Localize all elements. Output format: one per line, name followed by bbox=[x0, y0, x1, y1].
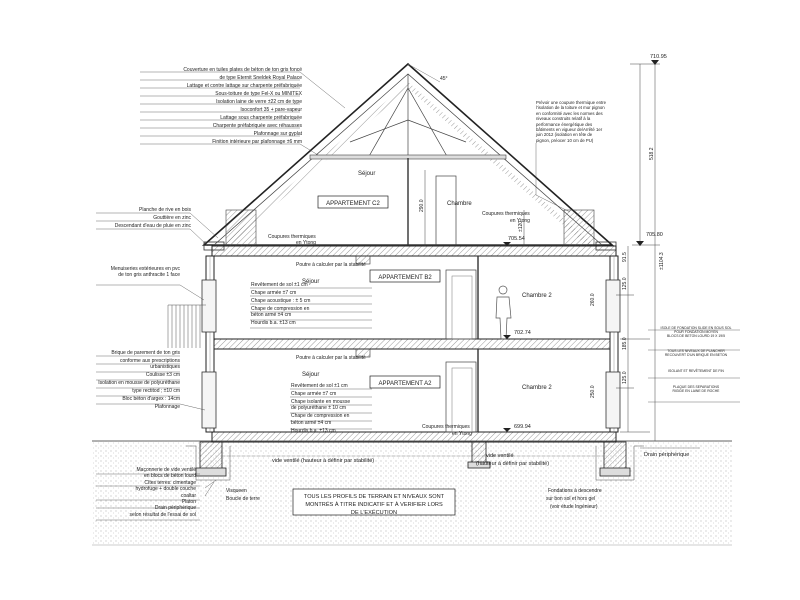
roof-note: Sous-toiture de type Fel-X ou MINITEX bbox=[215, 91, 302, 97]
roof-note: Lattage et contre lattage sur charpente préfabriquée bbox=[186, 83, 302, 89]
right-note: BLOCS DE BETON LOURD 19 X 19/5 bbox=[667, 334, 725, 339]
window-b2-left bbox=[202, 280, 216, 332]
dim-b2-b: 125.0 bbox=[622, 277, 628, 290]
coupures-c2-label: Coupures thermiques bbox=[268, 234, 316, 240]
floor-note: de polyuréthane ± 10 cm bbox=[291, 405, 346, 412]
dim-b2-a: 91.5 bbox=[622, 252, 628, 262]
floor-note: Chape armée ±7 cm bbox=[251, 290, 297, 296]
room-chambre-b2: Chambre 2 bbox=[522, 293, 552, 299]
eaves-note: Gouttière en zinc bbox=[153, 215, 191, 221]
foundation-note: Drain périphérique bbox=[154, 505, 196, 512]
roof-note: Charpente préfabriquée avec réhausses bbox=[212, 123, 302, 129]
thermal-note-line: Prévoir une coupure thermique entre bbox=[536, 100, 606, 105]
apt-a2-label: APPARTEMENT A2 bbox=[378, 381, 432, 387]
roof-angle: 45° bbox=[440, 76, 448, 82]
door-c2 bbox=[436, 176, 456, 246]
right-note: RIGIDE EN LAINE DE ROCHE bbox=[672, 389, 720, 394]
boucle-label: Boucle de terre bbox=[226, 496, 260, 502]
poutre-b2-label: Poutre à calculer par la stabilité bbox=[296, 262, 366, 268]
level-eaves: 705.80 bbox=[646, 232, 663, 238]
drain-label: Drain périphérique bbox=[644, 452, 690, 458]
wall-note: conforme aux prescriptions urbanistiques bbox=[119, 358, 180, 371]
floor-note: Revêtement de sol ±1 cm bbox=[251, 282, 308, 288]
eaves-note: Descendant d'eau de pluie en zinc bbox=[114, 223, 191, 229]
thermal-note-line: pignon, préocer 10 cm de PU) bbox=[536, 137, 594, 143]
roof-note: Couverture en tuiles plates de béton de ton gris foncé bbox=[183, 67, 302, 73]
coupures-c2-label-b: en Ytong bbox=[296, 240, 316, 246]
floor-slab-c2 bbox=[212, 246, 616, 256]
thermal-note-line: performance énergétique des bbox=[536, 121, 593, 127]
floor-note: béton armé ±4 cm bbox=[251, 312, 292, 319]
wall-note: Isolation en mousse de polyuréthane bbox=[98, 380, 180, 387]
room-chambre-c2: Chambre bbox=[447, 201, 472, 207]
coupures-a2-label: Coupures thermiques bbox=[422, 424, 470, 430]
foundation-note: selon résultat de l'essai de sol bbox=[129, 511, 196, 518]
window-a2-left bbox=[202, 372, 216, 428]
dim-c2-a: 290.0 bbox=[419, 199, 425, 212]
disclaimer-line-1: TOUS LES PROFILS DE TERRAIN ET NIVEAUX SONT bbox=[303, 494, 445, 500]
roof-note: Isolation laine de verre ±22 cm de type bbox=[216, 99, 302, 105]
dim-b2-c: 260.0 bbox=[590, 293, 596, 306]
right-note: TOUS LES NIVEAUX DE PLANCHER bbox=[667, 348, 725, 353]
roof-note: Isoconfort 35 + pare-vapeur bbox=[240, 107, 302, 113]
foundation-note: coaltar bbox=[180, 492, 196, 499]
floor-note: Chape de compression en bbox=[251, 306, 310, 312]
door-a2 bbox=[446, 362, 476, 432]
floor-a2-notes bbox=[291, 383, 371, 434]
floor-note: Hourdis b.a. ±13 cm bbox=[251, 320, 296, 327]
foundation-note: Maçonnerie de vide ventilé bbox=[136, 467, 196, 473]
thermal-note-line: en conformité avec les normes des bbox=[536, 110, 603, 116]
thermal-note-line: l'isolation de la toiture et mur pignon bbox=[536, 105, 605, 111]
vide-ventile-left: vide ventilé (hauteur à définir par stabilité) bbox=[272, 458, 375, 464]
floor-note: Chape de compression en bbox=[291, 413, 350, 420]
thermal-note-line: juin 2012 (isolation en tête de bbox=[536, 132, 593, 138]
human-figure-icon bbox=[496, 286, 511, 339]
right-note: ISOLANT ET REVÊTEMENT DE FIN bbox=[668, 369, 724, 374]
coupures-a2-label-b: en Ytong bbox=[452, 431, 472, 437]
wall-note: Brique de parement de ton gris bbox=[111, 350, 180, 356]
floor-note: Hourdis b.a. ±13 cm bbox=[291, 427, 336, 434]
roof-notes bbox=[140, 67, 302, 145]
room-sejour-b2: Séjour bbox=[302, 279, 320, 285]
level-floor-a2: 699.94 bbox=[514, 424, 531, 430]
apt-b2-label: APPARTEMENT B2 bbox=[378, 275, 432, 281]
thermal-note bbox=[536, 100, 632, 143]
balcony-railing bbox=[168, 305, 206, 348]
roof-note: Plafonnage sur gyplat bbox=[253, 131, 302, 137]
right-note: RECOUVERT D'UN BRIQUE EN BETON bbox=[664, 352, 728, 357]
room-sejour-a2: Séjour bbox=[302, 372, 320, 378]
floor-note: Chape acoustique : ± 5 cm bbox=[251, 298, 311, 304]
fondations-label-3: (voir étude Ingénieur) bbox=[550, 504, 598, 510]
window-note: de ton gris anthracite 1 face bbox=[118, 272, 180, 279]
eaves-notes bbox=[96, 207, 191, 229]
foundation-notes bbox=[96, 467, 196, 518]
right-note: POUR FONDATION MOYEN bbox=[674, 330, 718, 335]
coupures-c2r-label-b: en Ytong bbox=[510, 218, 530, 224]
dim-roof-height: 518.2 bbox=[649, 147, 655, 160]
foundation-note: hydrofuge + double couche bbox=[135, 486, 196, 493]
right-note: ISOLE DE FONDATION SLIDE EN SOUS SOL bbox=[660, 326, 732, 330]
thermal-note-line: niveaux construits relatif à la bbox=[536, 116, 591, 122]
dim-a2-b: 250.0 bbox=[590, 385, 596, 398]
roof-note: Finition intérieure par plafonnage ±6 mm bbox=[212, 139, 302, 145]
room-sejour-c2: Séjour bbox=[358, 171, 376, 177]
dim-c2-b: ±120 bbox=[518, 220, 524, 232]
level-floor-b2: 702.74 bbox=[514, 330, 531, 336]
floor-note: Chape isolante en mousse bbox=[291, 399, 351, 405]
coupures-c2r-label: Coupures thermiques bbox=[482, 211, 530, 217]
apt-c2-label: APPARTEMENT C2 bbox=[326, 201, 380, 207]
floor-slab-b2 bbox=[212, 339, 616, 349]
disclaimer-line-2: MONTRÉS À TITRE INDICATIF ET À VERIFIER LORS bbox=[305, 502, 443, 508]
floor-note: béton armé ±4 cm bbox=[291, 419, 332, 426]
window-note: Menuiseries extérieures en pvc bbox=[110, 266, 180, 272]
thermal-note-line: bâtiments en vigueur de/Arrêté 1er bbox=[536, 127, 603, 133]
window-notes bbox=[96, 266, 180, 279]
wall-notes bbox=[96, 350, 180, 411]
foundation-note: Platon bbox=[181, 499, 196, 506]
poutre-a2-label: Poutre à calculer par la stabilité bbox=[296, 355, 366, 361]
fondations-label-2: sur bon sol et hors gel bbox=[546, 496, 596, 502]
room-chambre-a2: Chambre 2 bbox=[522, 385, 552, 391]
roof-note: Lattage sous charpente préfabriquée bbox=[220, 115, 302, 121]
foundation-note: Cîtes terres: cimentage bbox=[144, 479, 196, 486]
floor-b2-notes bbox=[251, 282, 371, 327]
right-notes bbox=[650, 326, 742, 394]
door-b2 bbox=[446, 270, 476, 339]
wall-note: type rectitod ; ±10 cm bbox=[132, 388, 180, 395]
vide-ventile-right-b: (hauteur à définir par stabilité) bbox=[476, 461, 550, 467]
disclaimer-line-3: DE L'EXÉCUTION bbox=[350, 510, 398, 516]
foundation-note: en blocs de béton lourd bbox=[144, 473, 196, 480]
visqueen-label: Visqueen bbox=[226, 488, 247, 494]
roof-note: de type Eternit Sneldek Royal Palace bbox=[219, 75, 302, 81]
level-floor-c2: 705.54 bbox=[508, 236, 525, 242]
dim-total-height: ±1104.3 bbox=[659, 252, 665, 270]
floor-note: Chape armée ±7 cm bbox=[291, 391, 337, 397]
dim-a2-a: 125.0 bbox=[622, 371, 628, 384]
wall-note: Bloc béton d'argex : 14cm bbox=[122, 396, 180, 403]
floor-slab-a2 bbox=[212, 432, 616, 442]
vide-ventile-right: vide ventilé bbox=[486, 453, 514, 459]
eaves-note: Planche de rive en bois bbox=[139, 207, 191, 213]
level-ridge: 710.95 bbox=[650, 54, 667, 60]
dim-mid: 185.0 bbox=[622, 337, 628, 350]
fondations-label-1: Fondations à descendre bbox=[548, 488, 602, 494]
floor-note: Revêtement de sol ±1 cm bbox=[291, 383, 348, 389]
wall-note: Plafonnage bbox=[154, 404, 180, 411]
right-note: PLAQUE DES SEPARATIONS bbox=[672, 385, 720, 390]
wall-note: Coulisse ±3 cm bbox=[145, 372, 180, 379]
